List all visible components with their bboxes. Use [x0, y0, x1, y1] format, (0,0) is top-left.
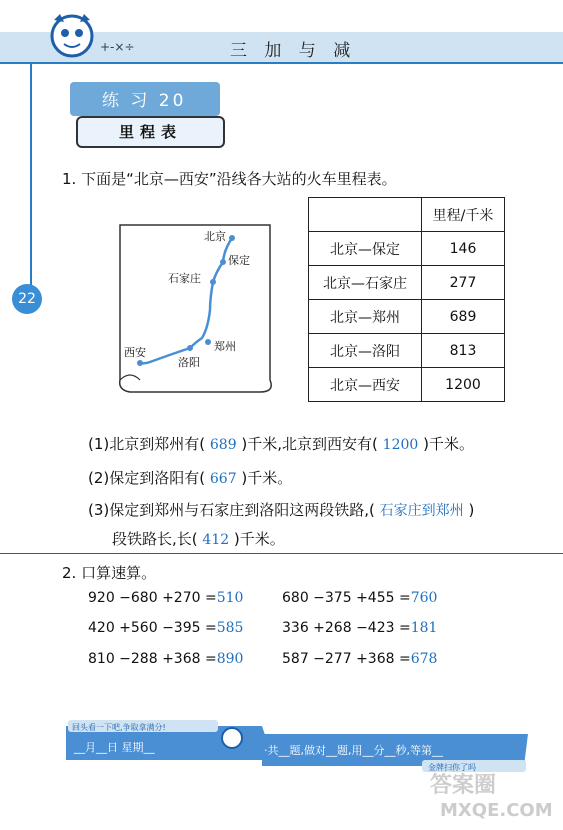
table-header-km: 里程/千米 — [422, 198, 505, 232]
sub-question-3-cont: 段铁路长,长( 412 )千米。 — [112, 530, 285, 548]
watermark-logo: 答案圈 — [430, 773, 497, 798]
calc-item: 680 −375 +455 =760 — [282, 590, 438, 606]
chapter-title: 三 加 与 减 — [230, 41, 357, 61]
footer-slogan-left: 回头看一下吧,争取拿满分! — [72, 723, 166, 732]
calc-item: 336 +268 −423 =181 — [282, 620, 438, 636]
lesson-title: 练 习 20 — [102, 91, 187, 111]
footer-stats-line: ·共__题,做对__题,用__分__秒,等第__ — [264, 744, 443, 757]
page-number: 22 — [12, 284, 42, 314]
route-cell: 北京—西安 — [309, 368, 422, 402]
route-cell: 北京—洛阳 — [309, 334, 422, 368]
answer-blank[interactable]: 667 — [209, 471, 237, 487]
km-cell: 689 — [422, 300, 505, 334]
calc-item: 810 −288 +368 =890 — [88, 651, 244, 667]
km-cell: 1200 — [422, 368, 505, 402]
question-2-prompt: 2. 口算速算。 — [62, 564, 157, 582]
calc-item: 587 −277 +368 =678 — [282, 651, 438, 667]
table-row — [309, 368, 505, 402]
panda-icon — [222, 728, 242, 748]
lesson-subtitle: 里程表 — [118, 123, 182, 141]
tiger-mascot-icon — [42, 8, 112, 66]
map-label-shijiazhuang: 石家庄 — [168, 272, 201, 285]
sub-question-3: (3)保定到郑州与石家庄到洛阳这两段铁路,( 石家庄到郑州 ) — [88, 501, 475, 519]
answer-blank[interactable]: 760 — [410, 590, 438, 606]
table-row — [309, 232, 505, 266]
lesson-subtitle-box — [76, 116, 225, 148]
answer-blank[interactable]: 678 — [410, 651, 438, 667]
margin-rule — [30, 62, 32, 297]
map-label-luoyang: 洛阳 — [178, 356, 200, 369]
route-cell: 北京—石家庄 — [309, 266, 422, 300]
sub-question-1: (1)北京到郑州有( 689 )千米,北京到西安有( 1200 )千米。 — [88, 435, 474, 453]
footer-slogan-right: 金牌扫你了吗 — [428, 763, 476, 772]
distance-table — [308, 197, 505, 402]
map-label-beijing: 北京 — [204, 230, 226, 243]
operator-symbols: +-×÷ — [100, 40, 135, 54]
km-cell: 146 — [422, 232, 505, 266]
km-cell: 277 — [422, 266, 505, 300]
footer-banner — [62, 720, 532, 772]
table-header-blank — [309, 198, 422, 232]
answer-blank[interactable]: 412 — [202, 532, 230, 548]
calc-item: 920 −680 +270 =510 — [88, 590, 244, 606]
answer-blank[interactable]: 890 — [216, 651, 244, 667]
footer-date-line: __月__日 星期__ — [74, 741, 155, 754]
answer-blank[interactable]: 石家庄到郑州 — [379, 503, 464, 519]
table-row — [309, 300, 505, 334]
route-cell: 北京—郑州 — [309, 300, 422, 334]
railway-map — [110, 220, 280, 395]
section-divider — [0, 553, 563, 554]
question-1-prompt: 1. 下面是“北京—西安”沿线各大站的火车里程表。 — [62, 170, 397, 188]
answer-blank[interactable]: 181 — [410, 620, 438, 636]
table-header-row — [309, 198, 505, 232]
sub-question-2: (2)保定到洛阳有( 667 )千米。 — [88, 469, 293, 487]
answer-blank[interactable]: 689 — [209, 437, 237, 453]
map-label-baoding: 保定 — [228, 254, 250, 267]
table-row — [309, 334, 505, 368]
km-cell: 813 — [422, 334, 505, 368]
table-row — [309, 266, 505, 300]
answer-blank[interactable]: 1200 — [382, 437, 419, 453]
answer-blank[interactable]: 510 — [216, 590, 244, 606]
calc-item: 420 +560 −395 =585 — [88, 620, 244, 636]
map-label-zhengzhou: 郑州 — [214, 340, 236, 353]
route-cell: 北京—保定 — [309, 232, 422, 266]
map-label-xian: 西安 — [124, 346, 146, 359]
answer-blank[interactable]: 585 — [216, 620, 244, 636]
watermark-url: MXQE.COM — [440, 800, 553, 821]
